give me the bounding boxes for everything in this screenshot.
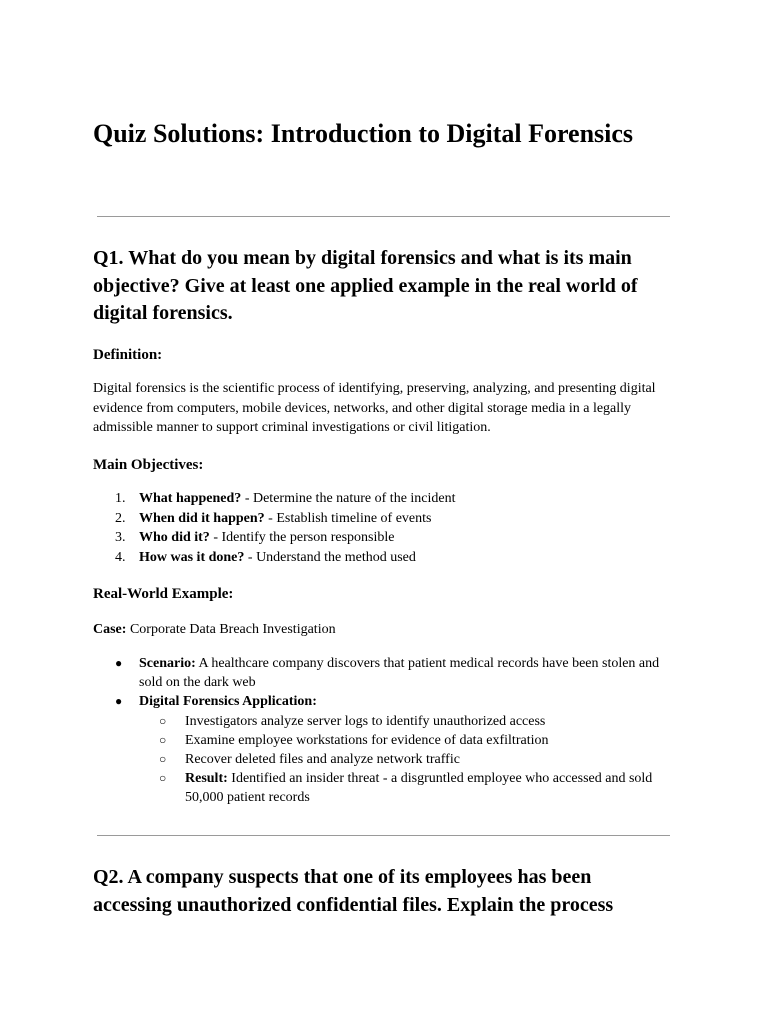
list-item — [93, 654, 675, 692]
question-1-heading: Q1. What do you mean by digital forensics and what is its main objective? Give at least one applied example in the real world of digital forensics. — [93, 247, 638, 324]
scenario-text: A healthcare company discovers that patient medical records have been stolen and sold on the dark web — [139, 656, 660, 691]
objective-term: What happened? — [139, 491, 242, 506]
scenario-label: Scenario: — [139, 656, 196, 671]
section-divider — [97, 835, 670, 836]
sub-item-text: Recover deleted files and analyze network traffic — [185, 752, 460, 768]
document-title: Quiz Solutions: Introduction to Digital Forensics — [93, 119, 634, 148]
bullet-icon: ● — [115, 694, 123, 709]
objective-item — [93, 489, 675, 509]
result-label: Result: — [185, 771, 228, 787]
objective-description: - Establish timeline of events — [264, 510, 432, 526]
objectives-list — [93, 489, 675, 567]
objective-term: How was it done? — [139, 549, 245, 565]
hollow-bullet-icon: ○ — [159, 732, 167, 747]
sub-list-item — [139, 750, 675, 769]
question-2-heading: Q2. A company suspects that one of its employees has been accessing unauthorized confidential files. Explain the process — [93, 866, 614, 916]
sub-list-item — [139, 712, 675, 731]
list-item — [93, 692, 675, 807]
objective-description: - Identify the person responsible — [209, 530, 395, 546]
result-text: Identified an insider threat - a disgruntled employee who accessed and sold 50,000 patient records — [185, 771, 653, 806]
case-line — [93, 620, 675, 640]
sub-item-text: Investigators analyze server logs to identify unauthorized access — [185, 713, 546, 729]
hollow-bullet-icon: ○ — [159, 713, 167, 728]
definition-label: Definition: — [93, 347, 163, 363]
objective-description: - Determine the nature of the incident — [241, 491, 456, 506]
objective-description: - Understand the method used — [244, 549, 416, 565]
application-sub-list — [139, 712, 675, 808]
list-number: 1. — [115, 491, 126, 506]
definition-text: Digital forensics is the scientific process of identifying, preserving, analyzing, and presenting digital evidence from computers, mobile devices, networks, and other digital storage media in a legally admissible manner to support criminal investigations or civil litigation. — [93, 381, 656, 436]
objective-item — [93, 548, 675, 568]
objective-term: When did it happen? — [139, 510, 265, 526]
section-divider — [97, 216, 670, 217]
main-objectives-label: Main Objectives: — [93, 457, 204, 473]
case-value: Corporate Data Breach Investigation — [126, 622, 336, 637]
sub-item-text: Examine employee workstations for evidence of data exfiltration — [185, 732, 549, 748]
list-number: 2. — [115, 510, 126, 526]
sub-list-item — [139, 731, 675, 750]
example-bullet-list — [93, 654, 675, 808]
sub-list-item — [139, 769, 675, 807]
bullet-icon: ● — [115, 656, 123, 670]
objective-item — [93, 509, 675, 529]
real-world-example-label: Real-World Example: — [93, 586, 234, 602]
application-label: Digital Forensics Application: — [139, 694, 317, 710]
hollow-bullet-icon: ○ — [159, 771, 167, 786]
objective-term: Who did it? — [139, 530, 210, 546]
case-label: Case: — [93, 622, 127, 637]
hollow-bullet-icon: ○ — [159, 752, 167, 767]
list-number: 3. — [115, 530, 126, 546]
objective-item — [93, 528, 675, 548]
list-number: 4. — [115, 549, 126, 565]
